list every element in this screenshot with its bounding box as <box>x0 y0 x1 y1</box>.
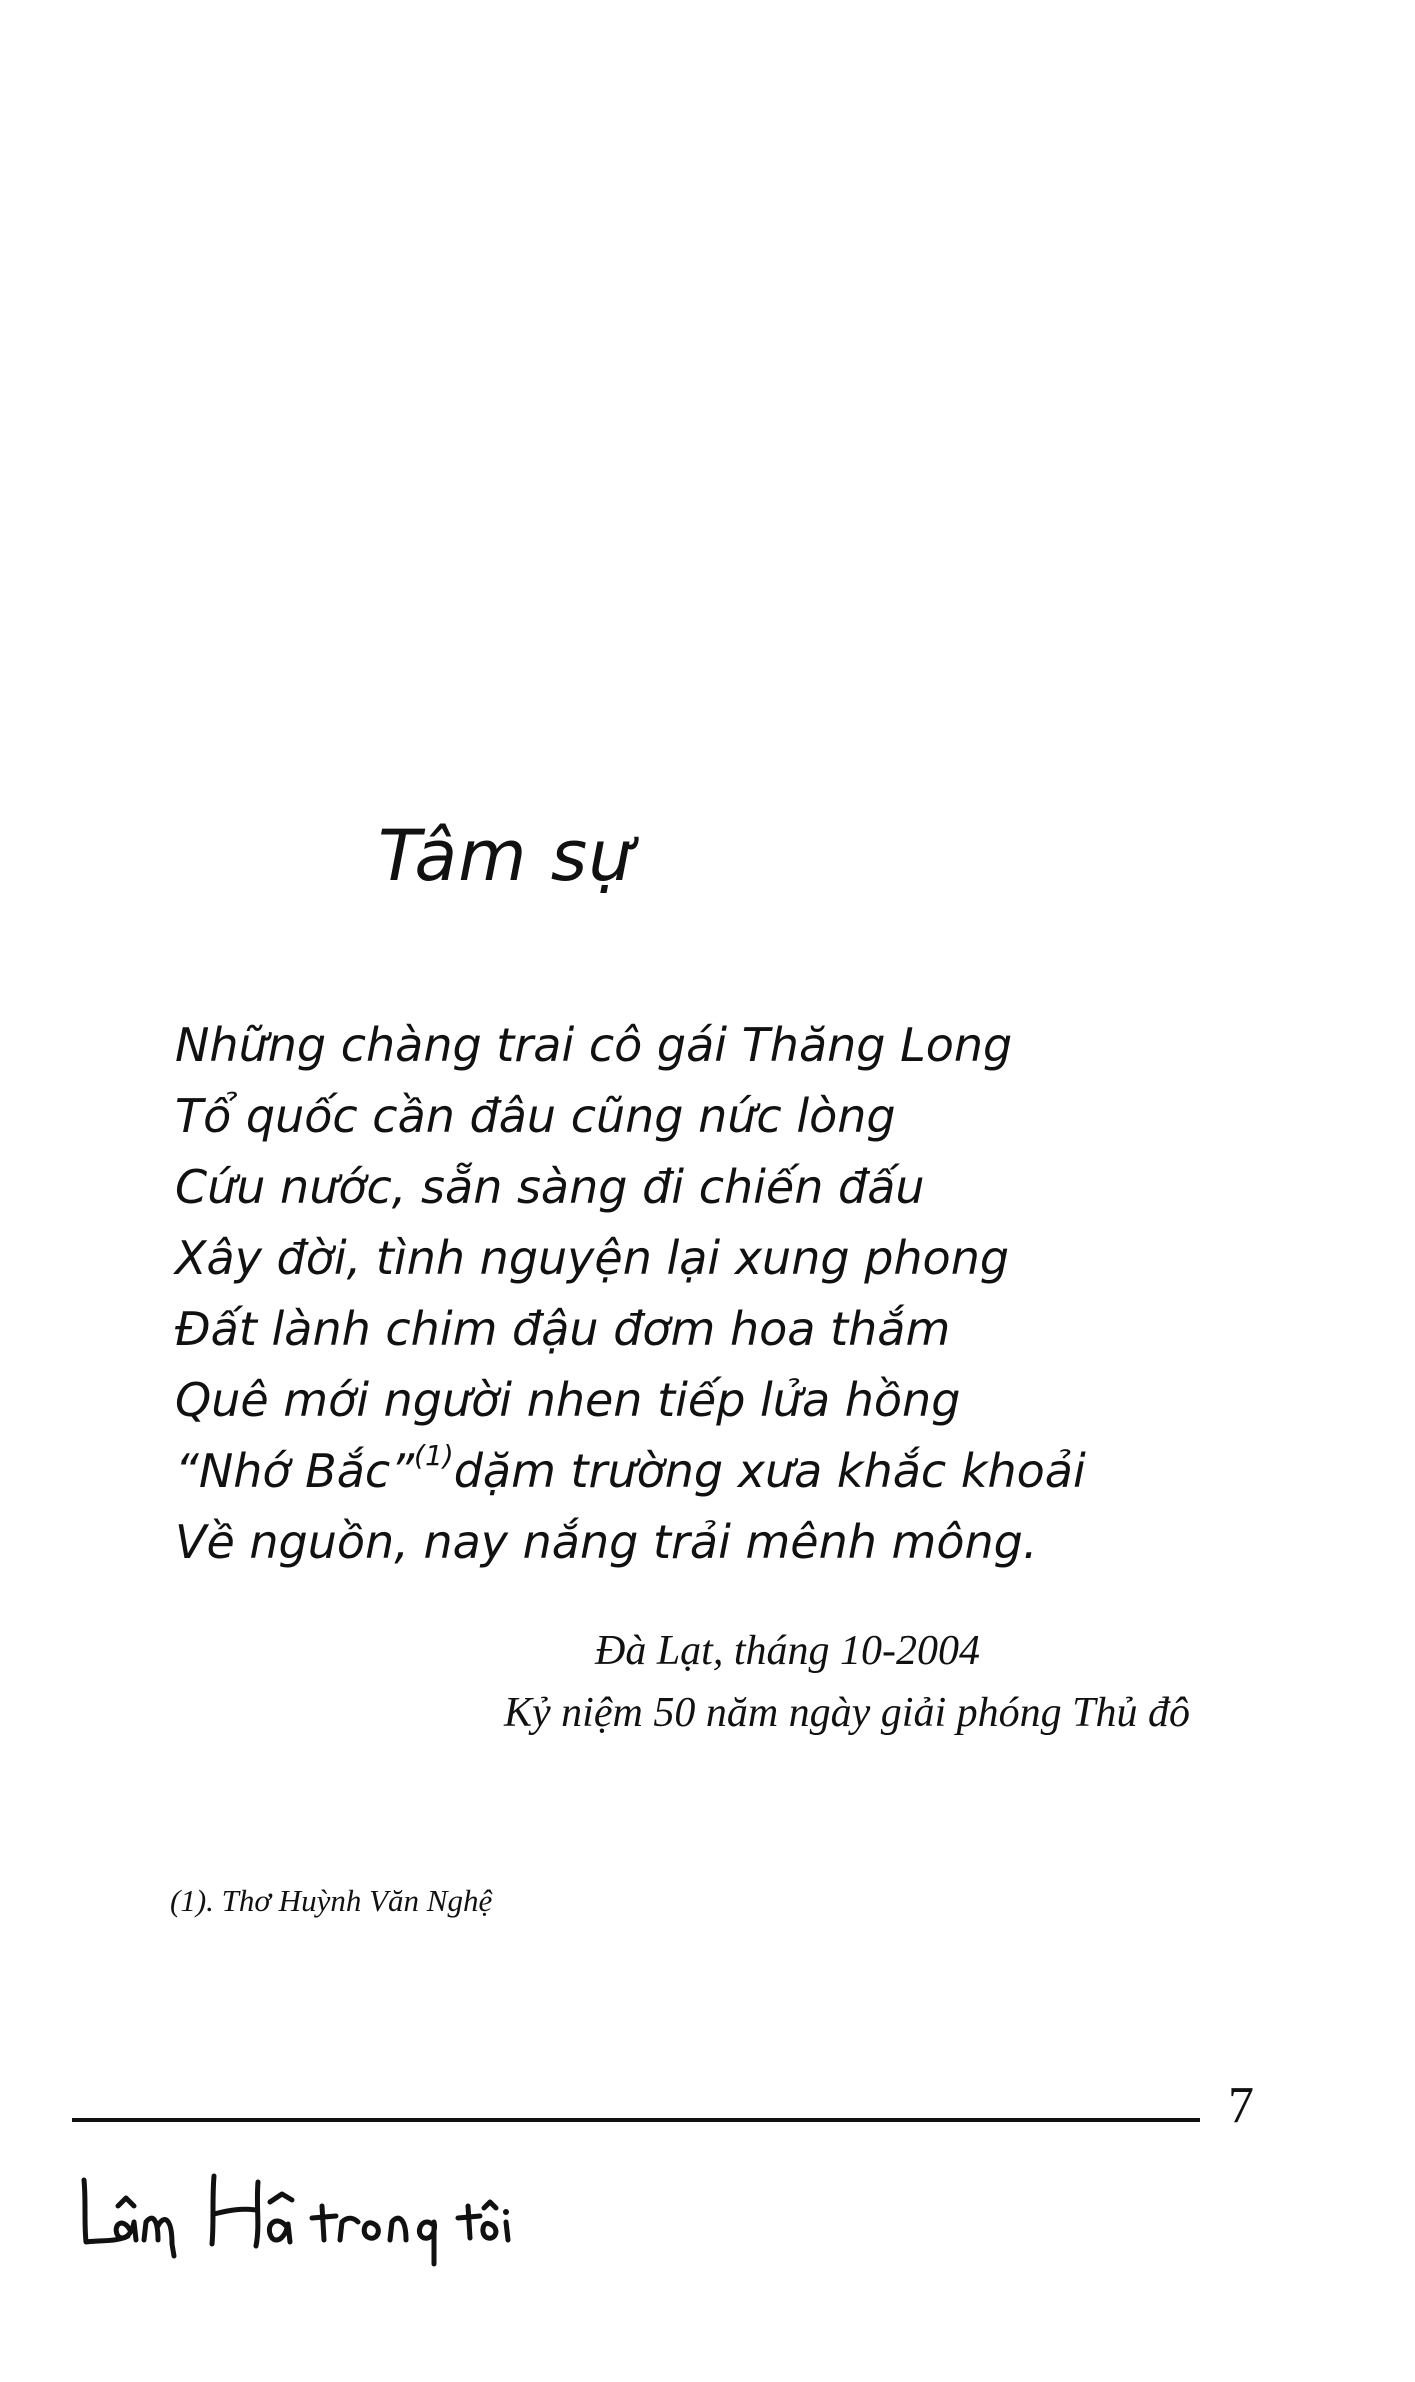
poem-line-rest: dặm trường xưa khắc khoải <box>453 1444 1086 1498</box>
poem-title: Tâm sự <box>378 815 634 897</box>
place-date: Đà Lạt, tháng 10-2004 <box>594 1628 980 1674</box>
poem-line: Tổ quốc cần đâu cũng nức lòng <box>175 1089 896 1143</box>
handwritten-signature <box>72 2160 512 2280</box>
poem-line <box>175 1436 1086 1507</box>
footnote: (1). Thơ Huỳnh Văn Nghệ <box>170 1883 493 1918</box>
dateline <box>504 1620 1190 1744</box>
footnote-marker: (1) <box>414 1439 454 1472</box>
page-number: 7 <box>1228 2077 1254 2134</box>
occasion: Kỷ niệm 50 năm ngày giải phóng Thủ đô <box>504 1690 1190 1736</box>
poem-line: Đất lành chim đậu đơm hoa thắm <box>175 1302 951 1356</box>
poem-line: Cứu nước, sẵn sàng đi chiến đấu <box>175 1160 925 1214</box>
footer-rule <box>72 2118 1200 2122</box>
quoted-title: “Nhớ Bắc” <box>175 1444 415 1498</box>
poem-line: Xây đời, tình nguyện lại xung phong <box>175 1231 1010 1285</box>
poem-stanza <box>175 1010 1086 1578</box>
poem-line: Quê mới người nhen tiếp lửa hồng <box>175 1373 961 1427</box>
poem-line: Những chàng trai cô gái Thăng Long <box>175 1018 1013 1072</box>
poem-line: Về nguồn, nay nắng trải mênh mông. <box>175 1515 1038 1569</box>
